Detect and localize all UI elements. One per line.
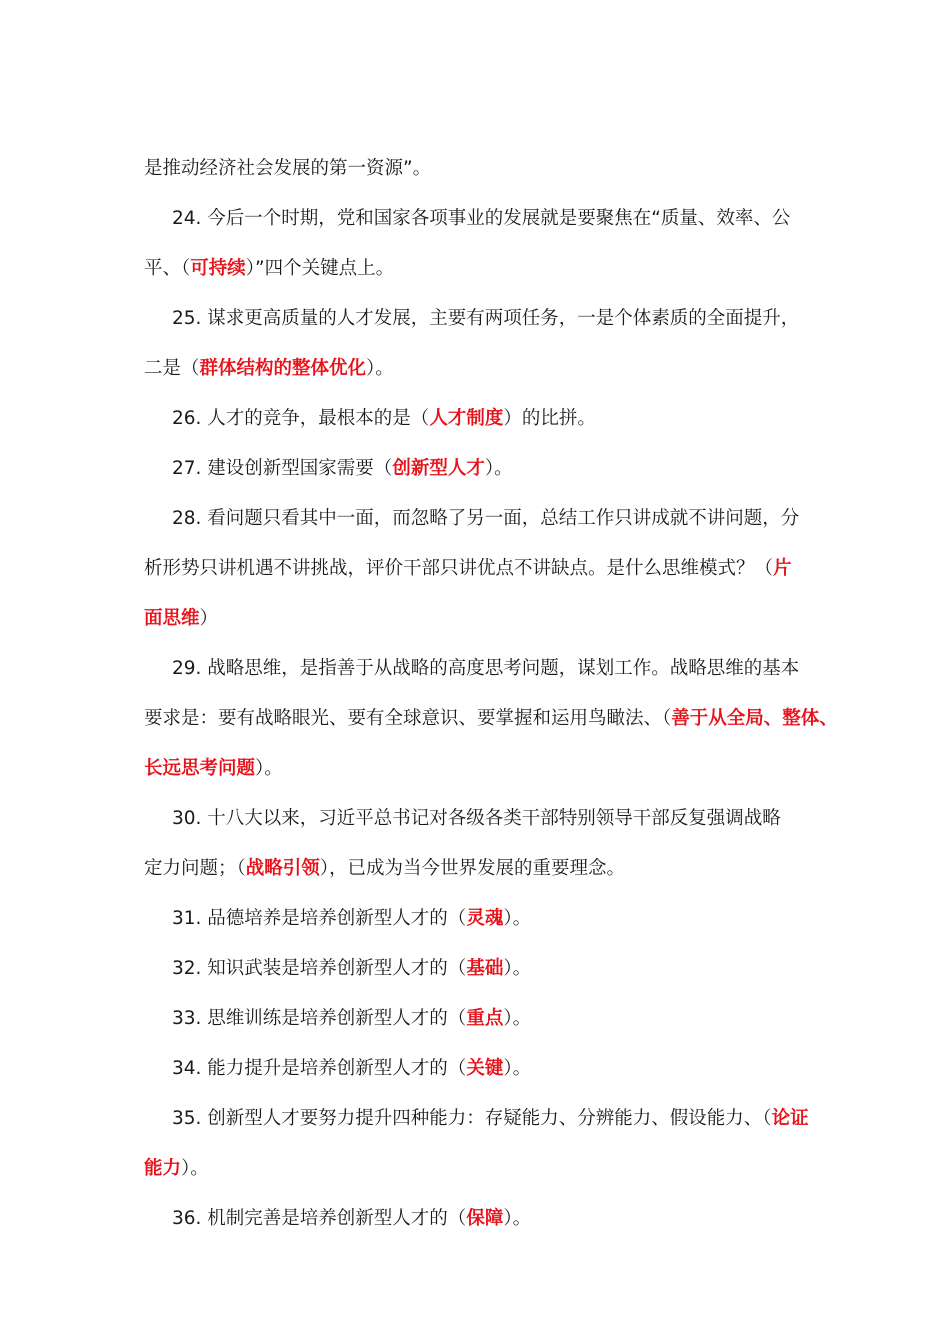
text-segment: 35. 创新型人才要努力提升四种能力：存疑能力、分辨能力、假设能力、（ (172, 1107, 772, 1129)
question-28-line-3 (144, 603, 824, 635)
question-28-line-2 (144, 553, 824, 585)
text-segment: 32. 知识武装是培养创新型人才的（ (172, 957, 467, 979)
text-segment: ）。 (503, 1207, 532, 1229)
question-28-line-1 (172, 503, 852, 535)
text-segment: 二是（ (144, 357, 200, 379)
text-segment: ）的比拼。 (503, 407, 596, 429)
answer-text: 战略引领 (245, 857, 320, 879)
question-27 (172, 453, 852, 485)
text-segment: ）。 (503, 1057, 532, 1079)
text-segment: 33. 思维训练是培养创新型人才的（ (172, 1007, 467, 1029)
answer-text: 灵魂 (466, 907, 504, 929)
text-segment: 34. 能力提升是培养创新型人才的（ (172, 1057, 467, 1079)
question-25-line-1 (172, 303, 852, 335)
text-segment: 析形势只讲机遇不讲挑战，评价干部只讲优点不讲缺点。是什么思维模式？（ (144, 557, 774, 579)
answer-text: 论证 (771, 1107, 809, 1129)
answer-text: 面思维 (144, 607, 200, 629)
text-segment: ），已成为当今世界发展的重要理念。 (319, 857, 626, 879)
answer-text: 创新型人才 (392, 457, 485, 479)
answer-text: 长远思考问题 (144, 757, 256, 779)
text-segment: ）。 (255, 757, 283, 779)
question-25-line-2 (144, 353, 824, 385)
answer-text: 群体结构的整体优化 (199, 357, 367, 379)
answer-text: 能力 (144, 1157, 182, 1179)
question-29-line-1 (172, 653, 852, 685)
text-segment: 26. 人才的竞争，最根本的是（ (172, 407, 430, 429)
text-segment: 定力问题；（ (144, 857, 246, 879)
text-segment: ）。 (484, 457, 513, 479)
text-segment: ）。 (503, 1007, 532, 1029)
question-33 (172, 1003, 852, 1035)
text-segment: 27. 建设创新型国家需要（ (172, 457, 393, 479)
text-segment: 25. 谋求更高质量的人才发展，主要有两项任务，一是个体素质的全面提升， (172, 307, 800, 329)
text-segment: 31. 品德培养是培养创新型人才的（ (172, 907, 467, 929)
answer-text: 片 (773, 557, 792, 579)
text-line (144, 153, 824, 185)
text-segment: 28. 看问题只看其中一面，而忽略了另一面，总结工作只讲成就不讲问题，分 (172, 507, 800, 529)
question-31 (172, 903, 852, 935)
question-34 (172, 1053, 852, 1085)
question-32 (172, 953, 852, 985)
answer-text: 基础 (466, 957, 504, 979)
text-segment: 29. 战略思维，是指善于从战略的高度思考问题，谋划工作。战略思维的基本 (172, 657, 800, 679)
answer-text: 关键 (466, 1057, 504, 1079)
text-segment: ）。 (503, 907, 532, 929)
answer-text: 善于从全局、整体、 (671, 707, 838, 729)
text-segment: ） (199, 607, 219, 629)
question-29-line-3 (144, 753, 824, 785)
question-35-line-2 (144, 1153, 824, 1185)
text-segment: 24. 今后一个时期，党和国家各项事业的发展就是要聚焦在“质量、效率、公 (172, 207, 791, 229)
question-36 (172, 1203, 852, 1235)
text-segment: 30. 十八大以来，习近平总书记对各级各类干部特别领导干部反复强调战略 (172, 807, 781, 829)
text-segment: 要求是：要有战略眼光、要有全球意识、要掌握和运用鸟瞰法、（ (144, 707, 672, 729)
question-24-line-2 (144, 253, 824, 285)
answer-text: 重点 (466, 1007, 504, 1029)
answer-text: 人才制度 (429, 407, 504, 429)
question-35-line-1 (172, 1103, 852, 1135)
text-segment: ）”四个关键点上。 (245, 257, 395, 279)
question-29-line-2 (144, 703, 838, 735)
text-segment: ）。 (181, 1157, 209, 1179)
question-30-line-2 (144, 853, 824, 885)
answer-text: 保障 (466, 1207, 504, 1229)
text-segment: ）。 (366, 357, 394, 379)
question-30-line-1 (172, 803, 852, 835)
question-26 (172, 403, 852, 435)
text-segment: ）。 (503, 957, 532, 979)
question-24-line-1 (172, 203, 852, 235)
text-segment: 36. 机制完善是培养创新型人才的（ (172, 1207, 467, 1229)
text-segment: 是推动经济社会发展的第一资源”。 (144, 157, 432, 179)
answer-text: 可持续 (190, 257, 246, 279)
text-segment: 平、（ (144, 257, 191, 279)
